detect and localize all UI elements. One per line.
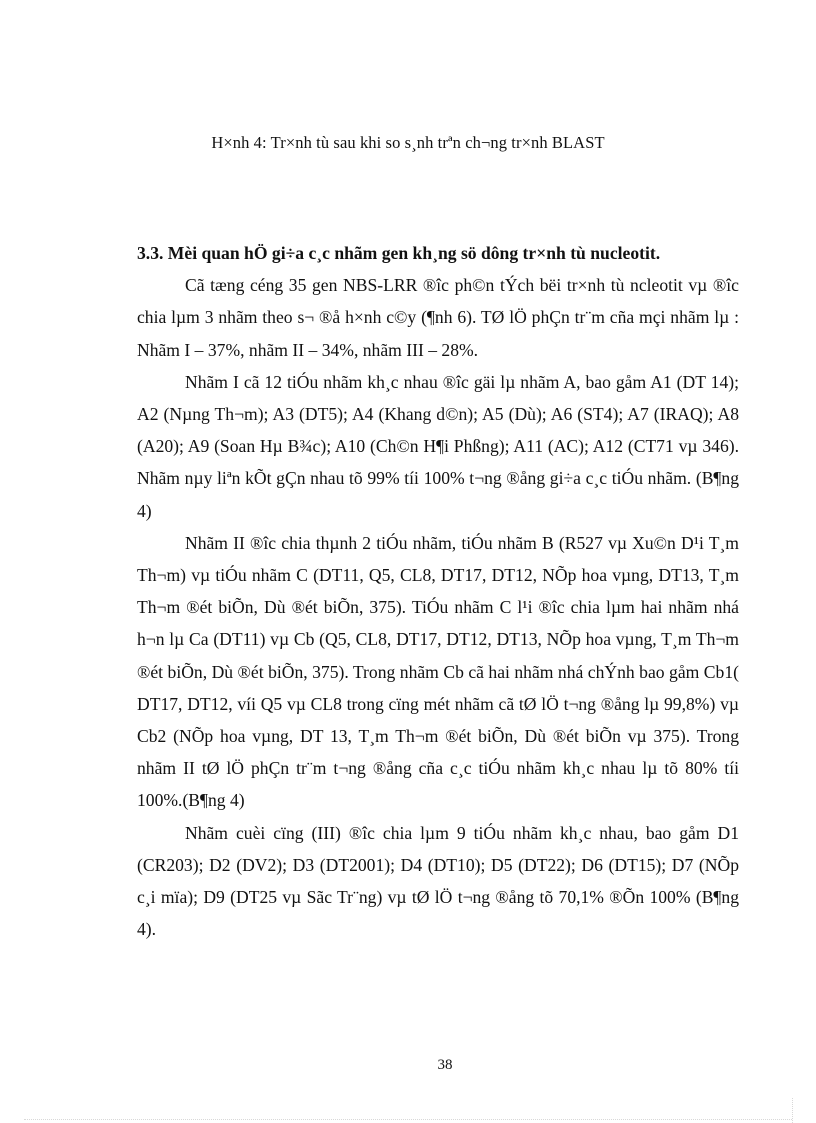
page-right-divider [792, 1098, 793, 1123]
paragraph-overview: Cã tæng céng 35 gen NBS-LRR ®îc ph©n tÝch bëi tr×nh tù ncleotit vµ ®îc chia lµm 3 nhãm theo s¬ ®å h×nh c©y (¶nh 6). TØ lÖ phÇn tr¨m cña mçi nhãm lµ : Nhãm I – 37%, nhãm II – 34%, nhãm III – 28%. [137, 275, 739, 360]
paragraph-group-2: Nhãm II ®îc chia thµnh 2 tiÓu nhãm, tiÓu nhãm B (R527 vµ Xu©n D¹i T¸m Th¬m) vµ tiÓu nhãm C (DT11, Q5, CL8, DT17, DT12, NÕp hoa vµng, DT13, T¸m Th¬m ®ét biÕn, Dù ®ét biÕn, 375). TiÓu nhãm C l¹i ®îc chia lµm hai nhãm nhá h¬n lµ Ca (DT11) vµ Cb (Q5, CL8, DT17, DT12, DT13, NÕp hoa vµng, T¸m Th¬m ®ét biÕn, Dù ®ét biÕn, 375). Trong nhãm Cb cã hai nhãm nhá chÝnh bao gåm Cb1( DT17, DT12, víi Q5 vµ CL8 trong cïng mét nhãm cã tØ lÖ t¬ng ®ång lµ 99,8%) vµ Cb2 (NÕp hoa vµng, DT 13, T¸m Th¬m ®ét biÕn, Dù ®ét biÕn vµ 375). Trong nhãm II tØ lÖ phÇn tr¨m t¬ng ®ång cña c¸c tiÓu nhãm kh¸c nhau lµ tõ 80% tíi 100%.(B¶ng 4) [137, 532, 739, 811]
page-bottom-divider [24, 1119, 792, 1120]
section-body [137, 237, 739, 945]
paragraph-group-3: Nhãm cuèi cïng (III) ®îc chia lµm 9 tiÓu nhãm kh¸c nhau, bao gåm D1 (CR203); D2 (DV2); D3 (DT2001); D4 (DT10); D5 (DT22); D6 (DT15); D7 (NÕp c¸i mïa); D9 (DT25 vµ Sãc Tr¨ng) vµ tØ lÖ t¬ng ®ång tõ 70,1% ®Õn 100% (B¶ng 4). [137, 822, 739, 940]
page-number: 38 [437, 1057, 453, 1073]
section-heading: 3.3. Mèi quan hÖ gi÷a c¸c nhãm gen kh¸ng sö dông tr×nh tù nucleotit. [137, 243, 661, 263]
paragraph-group-1: Nhãm I cã 12 tiÓu nhãm kh¸c nhau ®îc gäi lµ nhãm A, bao gåm A1 (DT 14); A2 (Nµng Th¬m); A3 (DT5); A4 (Khang d©n); A5 (Dù); A6 (ST4); A7 (IRAQ); A8 (A20); A9 (Soan Hµ B¾c); A10 (Ch©n H¶i Phßng); A11 (AC); A12 (CT71 vµ 346). Nhãm nµy liªn kÕt gÇn nhau tõ 99% tíi 100% t¬ng ®ång gi÷a c¸c tiÓu nhãm. (B¶ng 4) [137, 371, 739, 521]
figure-caption: H×nh 4: Tr×nh tù sau khi so s¸nh trªn ch¬ng tr×nh BLAST [211, 133, 605, 152]
